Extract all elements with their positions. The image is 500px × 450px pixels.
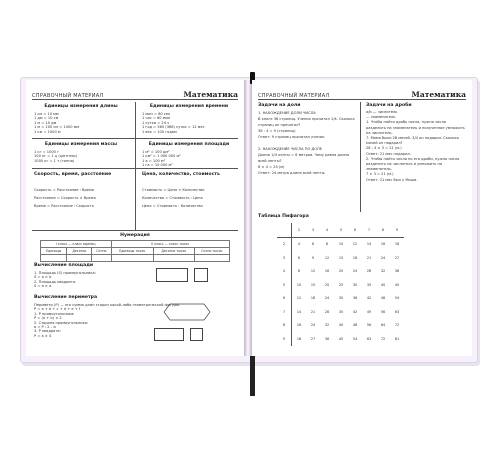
header-section-label: СПРАВОЧНЫЙ МАТЕРИАЛ	[258, 93, 330, 99]
numbering-cell	[92, 255, 111, 262]
pythagoras-cell: 7	[362, 223, 376, 237]
numbering-col: Единицы тысяч	[111, 248, 153, 255]
pythagoras-cell: 4	[297, 242, 301, 247]
pythagoras-cell: 12	[324, 255, 330, 260]
row-divider-1	[32, 138, 238, 139]
speed-title: Скорость, время, расстояние	[34, 172, 112, 177]
pythagoras-cell: 18	[296, 336, 302, 341]
pythagoras-cell: 42	[366, 296, 372, 301]
numbering-col: Сотни	[92, 248, 111, 255]
pythagoras-cell: 72	[380, 336, 386, 341]
tasks-part-text: 1. НАХОЖДЕНИЕ ДОЛИ ЧИСЛА В книге 36 страниц. Ученик прочитал 1/4. Сколько страниц он прочитал? 36 : 4 = 9 (страниц) Ответ: 9 страниц прочитал ученик. 2. НАХОЖДЕНИЕ ЧИСЛА ПО ДОЛЕ Длина 1/4 ленты = 6 метров. Чему равна длина всей ленты? 6 × 4 = 24 (м) Ответ: 24 метра длина всей ленты.	[258, 111, 355, 175]
pythagoras-cell: 16	[324, 269, 330, 274]
pythagoras-cell: 10	[338, 242, 344, 247]
pythagoras-cell: 36	[324, 336, 330, 341]
pythagoras-cell: 7	[277, 305, 292, 319]
right-page-header	[258, 87, 466, 100]
row-divider-2	[32, 168, 238, 169]
pythagoras-cell: 15	[338, 255, 344, 260]
pythagoras-cell: 12	[352, 242, 358, 247]
area-units-text: 1 м² = 100 дм² 1 км² = 1 000 000 м² 1 а = 100 м² 1 га = 10 000 м²	[142, 150, 181, 168]
perimeter-title: Вычисление периметра	[34, 295, 98, 300]
length-units-title: Единицы измерения длины	[44, 104, 118, 109]
numbering-cell	[41, 255, 67, 262]
pythagoras-cell: 8	[325, 242, 329, 247]
pythagoras-cell: 21	[366, 255, 372, 260]
area-units-title: Единицы измерения площади	[148, 142, 230, 147]
pythagoras-cell: 48	[380, 296, 386, 301]
pythagoras-cell: 9	[390, 223, 404, 237]
right-page	[252, 80, 472, 356]
pythagoras-table	[277, 223, 404, 346]
pythagoras-cell: 24	[380, 255, 386, 260]
numbering-cell	[194, 255, 229, 262]
pythagoras-cell: 21	[310, 309, 316, 314]
numbering-table	[40, 240, 230, 262]
pythagoras-cell: 4	[277, 265, 292, 279]
pythagoras-cell: 18	[352, 255, 358, 260]
pythagoras-cell: 18	[394, 242, 400, 247]
pythagoras-cell: 48	[352, 323, 358, 328]
pythagoras-cell: 14	[366, 242, 372, 247]
pythagoras-cell: 32	[324, 323, 330, 328]
pythagoras-row	[277, 319, 404, 333]
pythagoras-row	[277, 265, 404, 279]
pythagoras-cell: 25	[338, 282, 344, 287]
header-section-label: СПРАВОЧНЫЙ МАТЕРИАЛ	[32, 93, 104, 99]
numbering-cell	[153, 255, 194, 262]
pythagoras-row	[277, 305, 404, 319]
speed-formulas: Скорость = Расстояние : Время Расстояние = Скорость × Время Время = Расстояние : Скорость	[34, 188, 96, 208]
left-page-header	[32, 87, 238, 100]
perimeter-text: Периметр (P) — это сумма длин сторон какой-либо геометрической фигуры. P = a + b + c + d + e + f 1. P прямоугольника: P = (a + b) × 2 2. Сторона прямоугольника: a = P : 2 – b 3. P квадрата: P = a × 4	[34, 303, 181, 338]
tasks-part-title: Задачи на доли	[258, 103, 301, 108]
pythagoras-cell: 4	[320, 223, 334, 237]
numbering-class-1: I класс — класс единиц	[41, 241, 112, 248]
pythagoras-cell: 36	[352, 296, 358, 301]
perimeter-square-shape	[190, 328, 203, 341]
pythagoras-cell: 8	[277, 319, 292, 333]
rectangle-shape	[156, 268, 188, 282]
pythagoras-cell: 49	[366, 309, 372, 314]
row-divider-3	[32, 230, 238, 231]
mass-units-title: Единицы измерения массы	[44, 142, 118, 147]
pythagoras-cell: 9	[311, 255, 315, 260]
pythagoras-row	[277, 332, 404, 346]
pythagoras-cell: 40	[338, 323, 344, 328]
pythagoras-cell: 45	[394, 282, 400, 287]
pythagoras-cell: 10	[296, 282, 302, 287]
pythagoras-cell: 28	[366, 269, 372, 274]
pythagoras-cell: 45	[338, 336, 344, 341]
numbering-class-2: II класс — класс тысяч	[111, 241, 229, 248]
pythagoras-row	[277, 237, 404, 251]
pythagoras-cell	[277, 223, 292, 237]
pythagoras-cell: 2	[277, 237, 292, 251]
bookmark-ribbon	[250, 356, 255, 396]
pythagoras-cell: 3	[306, 223, 320, 237]
pythagoras-cell: 6	[311, 242, 315, 247]
pythagoras-cell: 16	[380, 242, 386, 247]
pythagoras-cell: 24	[310, 323, 316, 328]
pythagoras-cell: 42	[352, 309, 358, 314]
pythagoras-row	[277, 292, 404, 306]
pythagoras-cell: 6	[277, 292, 292, 306]
mass-units-text: 1 кг = 1000 г 100 кг = 1 ц (центнер) 1000 кг = 1 т (тонна)	[34, 150, 78, 163]
pythagoras-cell: 32	[380, 269, 386, 274]
column-divider	[135, 102, 136, 230]
tasks-fraction-title: Задачи на дроби	[366, 103, 412, 108]
price-formulas: Стоимость = Цена × Количество Количество = Стоимость : Цена Цена = Стоимость : Количество	[142, 188, 205, 208]
numbering-col: Десятки	[67, 248, 92, 255]
pythagoras-cell: 35	[366, 282, 372, 287]
pythagoras-cell: 20	[338, 269, 344, 274]
pythagoras-cell: 24	[324, 296, 330, 301]
numbering-title: Нумерация	[120, 233, 150, 238]
pythagoras-cell: 54	[352, 336, 358, 341]
pythagoras-cell: 27	[394, 255, 400, 260]
pythagoras-cell: 28	[324, 309, 330, 314]
pythagoras-cell: 56	[380, 309, 386, 314]
pythagoras-cell: 12	[310, 269, 316, 274]
perimeter-rectangle-shape	[154, 328, 184, 341]
pythagoras-cell: 16	[296, 323, 302, 328]
pythagoras-cell: 36	[394, 269, 400, 274]
numbering-cell	[111, 255, 153, 262]
numbering-col: Сотни тысяч	[194, 248, 229, 255]
numbering-col: Единицы	[41, 248, 67, 255]
pythagoras-cell: 56	[366, 323, 372, 328]
pythagoras-cell: 3	[277, 251, 292, 265]
pythagoras-cell: 8	[297, 269, 301, 274]
time-units-text: 1 мин = 60 сек 1 час = 60 мин 1 сутки = 24 ч 1 год = 365 (366) суток = 12 мес 1 век = 100 годам	[142, 112, 205, 134]
pythagoras-cell: 30	[352, 282, 358, 287]
pythagoras-header-row	[277, 223, 404, 237]
pythagoras-cell: 64	[380, 323, 386, 328]
pythagoras-cell: 12	[296, 296, 302, 301]
pythagoras-cell: 63	[366, 336, 372, 341]
pythagoras-cell: 30	[338, 296, 344, 301]
area-calc-text: 1. Площадь (S) прямоугольника: S = a × b 2. Площадь квадрата: S = a × a	[34, 271, 96, 289]
pythagoras-cell: 2	[292, 223, 307, 237]
square-shape	[194, 268, 208, 282]
pythagoras-cell: 20	[324, 282, 330, 287]
pythagoras-cell: 81	[394, 336, 400, 341]
pythagoras-cell: 5	[334, 223, 348, 237]
area-calc-title: Вычисление площади	[34, 263, 94, 268]
pythagoras-row	[277, 251, 404, 265]
pythagoras-cell: 6	[297, 255, 301, 260]
pythagoras-cell: 5	[277, 278, 292, 292]
pythagoras-cell: 35	[338, 309, 344, 314]
pythagoras-cell: 72	[394, 323, 400, 328]
pythagoras-cell: 63	[394, 309, 400, 314]
header-subject-title: Математика	[183, 90, 238, 99]
pythagoras-cell: 27	[310, 336, 316, 341]
price-title: Цена, количество, стоимость	[142, 172, 220, 177]
time-units-title: Единицы измерения времени	[149, 104, 229, 109]
tasks-fraction-text: a/b — числитель — знаменатель 1. Чтобы найти дробь числа, нужно число разделить на знаменатель и полученное умножить на числитель. 7. Мама было 28 мячей. 3/4 он подарил. Сколько мячей он подарил? 28 : 4 × 3 = 21 (м.) Ответ: 21 мяч подарил. 2. Чтобы найти число по его дроби, нужно число разделить на числитель и умножить на знаменатель. 7 × 3 = 21 (м.) Ответ: 21 мяч был у Миши.	[366, 110, 465, 182]
pythagoras-cell: 6	[348, 223, 362, 237]
length-units-text: 1 см = 10 мм 1 дм = 10 см 1 м = 10 дм 1 м = 100 см = 1000 мм 1 км = 1000 м	[34, 112, 80, 134]
pythagoras-cell: 24	[352, 269, 358, 274]
pythagoras-cell: 8	[376, 223, 390, 237]
pythagoras-cell: 9	[277, 332, 292, 346]
hexagon-shape	[162, 302, 212, 322]
header-subject-title: Математика	[411, 90, 466, 99]
pythagoras-cell: 15	[310, 282, 316, 287]
pythagoras-cell: 14	[296, 309, 302, 314]
left-page	[26, 80, 244, 356]
pythagoras-cell: 40	[380, 282, 386, 287]
notebook-spine	[244, 80, 252, 356]
numbering-cell	[67, 255, 92, 262]
pythagoras-title: Таблица Пифагора	[258, 214, 309, 219]
column-divider	[360, 102, 361, 212]
pythagoras-row	[277, 278, 404, 292]
pythagoras-cell: 18	[310, 296, 316, 301]
numbering-col: Десятки тысяч	[153, 248, 194, 255]
pythagoras-cell: 54	[394, 296, 400, 301]
